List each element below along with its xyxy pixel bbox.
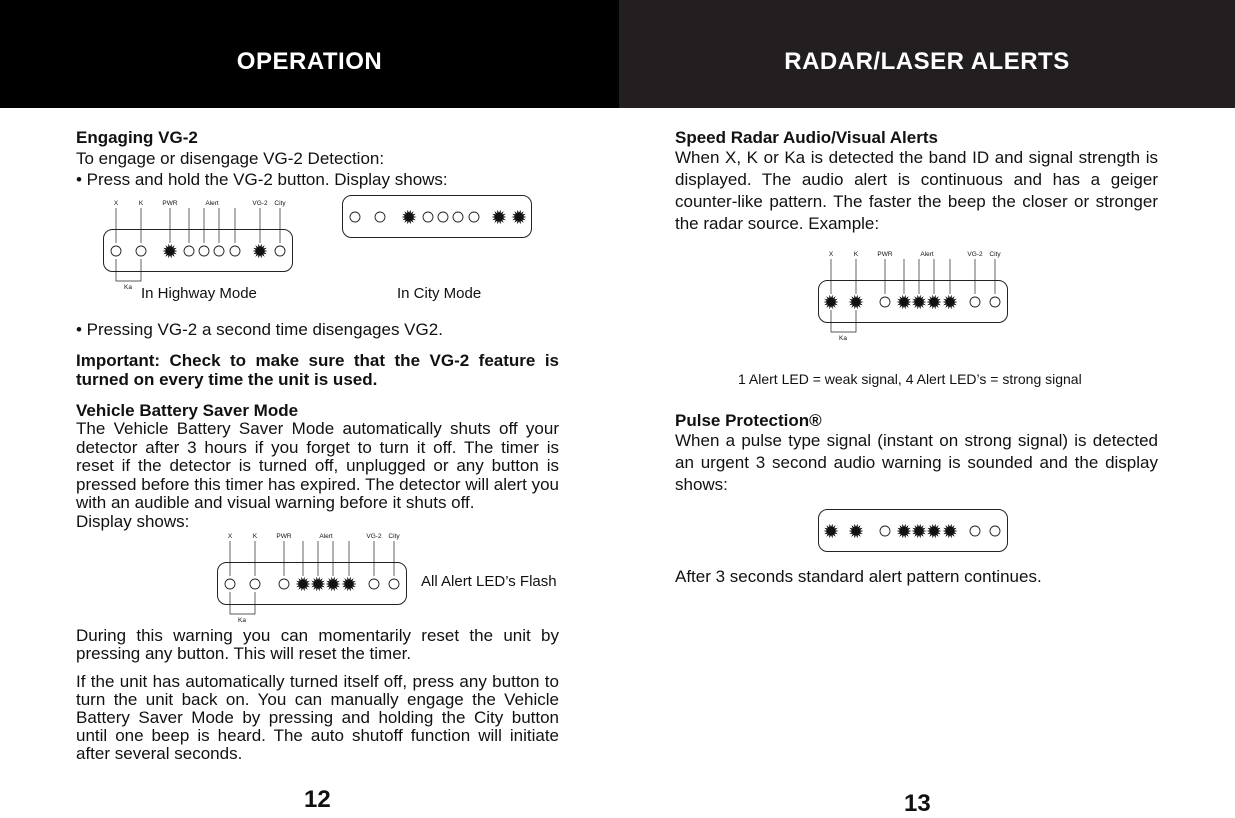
pulse-protection-display (818, 509, 1008, 554)
battery-saver-display (217, 528, 407, 623)
x-label: X (227, 533, 233, 540)
k-led (136, 246, 146, 256)
caption-all-alert-flash: All Alert LED’s Flash (421, 573, 557, 590)
x-label: X (828, 251, 834, 258)
city-label: City (274, 200, 286, 207)
speed-radar-text: When X, K or Ka is detected the band ID and signal strength is displayed. The audio alert is continuous and has a geiger counter-like pattern. The faster the beep the closer or stronger the radar source. Example: (675, 148, 1158, 233)
vg2-led (970, 297, 980, 307)
vg2-led (970, 526, 980, 536)
speed-radar-heading: Speed Radar Audio/Visual Alerts (675, 128, 938, 147)
alert-led-4 (230, 246, 240, 256)
city-label: City (989, 251, 1001, 258)
city-led (990, 297, 1000, 307)
alert-led-2 (438, 212, 448, 222)
bullet-disengage: • Pressing VG-2 a second time disengages VG2. (76, 320, 443, 339)
signal-strength-caption: 1 Alert LED = weak signal, 4 Alert LED’s = strong signal (738, 371, 1082, 387)
caption-highway-mode: In Highway Mode (141, 285, 257, 302)
x-label: X (113, 200, 119, 207)
alert-led-4 (469, 212, 479, 222)
k-label: K (138, 200, 144, 207)
vg2-label: VG-2 (252, 200, 268, 207)
city-label: City (388, 533, 400, 540)
x-led (111, 246, 121, 256)
alert-led-2 (199, 246, 209, 256)
pwr-label: PWR (276, 533, 292, 540)
left-page-header: OPERATION (0, 0, 619, 108)
vg2-label: VG-2 (366, 533, 382, 540)
city-led (990, 526, 1000, 536)
alert-label: Alert (319, 533, 333, 540)
battery-saver-heading: Vehicle Battery Saver Mode (76, 401, 299, 420)
auto-off-text: If the unit has automatically turned itself off, press any button to turn the unit back on. You can manually engage the Vehicle Battery Saver Mode by pressing and holding the City button until one beep is heard. The auto shutoff function will initiate after several seconds. (76, 672, 559, 763)
right-page-header: RADAR/LASER ALERTS (619, 0, 1235, 108)
engaging-intro: To engage or disengage VG-2 Detection: (76, 149, 385, 168)
warning-reset-text: During this warning you can momentarily reset the unit by pressing any button. This will reset the timer. (76, 626, 559, 663)
x-led (225, 579, 235, 589)
speed-radar-display (818, 246, 1008, 341)
k-led (375, 212, 385, 222)
vg2-label: VG-2 (967, 251, 983, 258)
page-number-13: 13 (904, 790, 931, 817)
after-3-seconds-text: After 3 seconds standard alert pattern continues. (675, 567, 1042, 586)
ka-label: Ka (238, 617, 246, 624)
k-label: K (853, 251, 859, 258)
k-led (250, 579, 260, 589)
important-note: Important: Check to make sure that the VG-2 feature is turned on every time the unit is used. (76, 351, 559, 389)
pulse-protection-text: When a pulse type signal (instant on strong signal) is detected an urgent 3 second audio warning is sounded and the display shows: (675, 431, 1158, 494)
pwr-label: PWR (162, 200, 178, 207)
pwr-label: PWR (877, 251, 893, 258)
alert-led-1 (184, 246, 194, 256)
pwr-led (880, 526, 890, 536)
alert-led-1 (423, 212, 433, 222)
page-number-12: 12 (304, 786, 331, 813)
display-shows-label: Display shows: (76, 511, 190, 531)
city-led (389, 579, 399, 589)
ka-label: Ka (839, 335, 847, 342)
engaging-heading: Engaging VG-2 (76, 128, 198, 147)
pulse-protection-heading: Pulse Protection® (675, 411, 822, 430)
city-led (275, 246, 285, 256)
bullet-press-hold: • Press and hold the VG-2 button. Display shows: (76, 170, 448, 189)
alert-label: Alert (205, 200, 219, 207)
battery-saver-text: The Vehicle Battery Saver Mode automatically shuts off your detector after 3 hours if you forget to turn it off. The timer is reset if the detector is turned off, unplugged or any button is pressed before this timer has expired. The detector will alert you with an audible and visual warning before it shuts off. (76, 419, 559, 512)
k-label: K (252, 533, 258, 540)
alert-label: Alert (920, 251, 934, 258)
vg2-led (369, 579, 379, 589)
caption-city-mode: In City Mode (397, 285, 482, 302)
alert-led-3 (214, 246, 224, 256)
alert-led-3 (453, 212, 463, 222)
pwr-led (279, 579, 289, 589)
pwr-led (880, 297, 890, 307)
highway-mode-display (103, 195, 293, 290)
ka-label: Ka (124, 284, 132, 291)
city-mode-display (342, 195, 532, 290)
x-led (350, 212, 360, 222)
